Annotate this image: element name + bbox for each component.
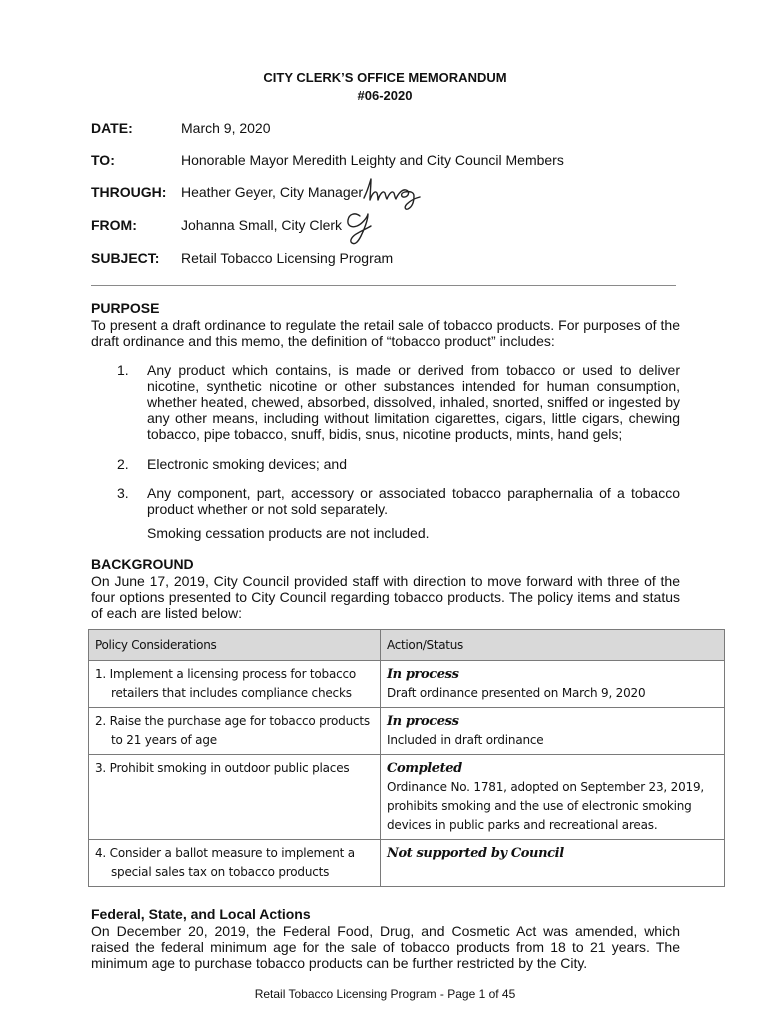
status-column-header: Action/Status bbox=[381, 630, 725, 661]
status-label: In process bbox=[387, 667, 459, 682]
page-footer: Retail Tobacco Licensing Program - Page 1 of 45 bbox=[254, 987, 516, 1001]
header-divider bbox=[91, 285, 676, 286]
item-text: Any product which contains, is made or derived from tobacco or used to deliver nicotine, synthetic nicotine or other substances intended for human consumption, whether heated, chewed, absorbed, dissolved, inhaled, snorted, sniffed or ingested by any other means, including without limitation cigarettes, cigars, little cigars, chewing tobacco, pipe tobacco, snuff, bidis, snus, nicotine products, mints, hand gels; bbox=[147, 362, 680, 442]
policy-text: 2. Raise the purchase age for tobacco products to 21 years of age bbox=[95, 714, 370, 747]
purpose-heading: PURPOSE bbox=[91, 300, 160, 316]
item-number: 1. bbox=[117, 362, 129, 378]
through-value: Heather Geyer, City Manager bbox=[181, 184, 364, 200]
purpose-intro: To present a draft ordinance to regulate the retail sale of tobacco products. For purposes of the draft ordinance and this memo, the definition of “tobacco product” includes: bbox=[91, 317, 680, 349]
status-cell bbox=[381, 755, 725, 840]
status-label: Completed bbox=[387, 761, 462, 776]
to-value: Honorable Mayor Meredith Leighty and City Council Members bbox=[181, 152, 564, 168]
background-text: On June 17, 2019, City Council provided staff with direction to move forward with three of the four options presented to City Council regarding tobacco products. The policy items and status of each are listed below: bbox=[91, 573, 680, 621]
status-cell bbox=[381, 661, 725, 708]
subject-value: Retail Tobacco Licensing Program bbox=[181, 250, 394, 266]
status-label: In process bbox=[387, 714, 459, 729]
policy-cell bbox=[89, 661, 381, 708]
policy-column-header: Policy Considerations bbox=[89, 630, 381, 661]
city-manager-signature bbox=[362, 176, 424, 212]
policy-cell bbox=[89, 708, 381, 755]
status-detail: Ordinance No. 1781, adopted on September 23, 2019, prohibits smoking and the use of electronic smoking devices in public parks and recreational areas. bbox=[387, 780, 704, 832]
policy-cell bbox=[89, 755, 381, 840]
city-clerk-signature bbox=[340, 208, 376, 248]
item-number: 2. bbox=[117, 456, 129, 472]
definition-item-3 bbox=[117, 485, 680, 517]
policy-text: 3. Prohibit smoking in outdoor public places bbox=[95, 761, 350, 775]
federal-text: On December 20, 2019, the Federal Food, Drug, and Cosmetic Act was amended, which raised the federal minimum age for the sale of tobacco products from 18 to 21 years. The minimum age to purchase tobacco products can be further restricted by the City. bbox=[91, 923, 680, 971]
memo-title: CITY CLERK’S OFFICE MEMORANDUM bbox=[263, 70, 507, 85]
through-label: THROUGH: bbox=[91, 184, 167, 200]
policy-table bbox=[88, 629, 725, 887]
item-text: Any component, part, accessory or associated tobacco paraphernalia of a tobacco product whether or not sold separately. bbox=[147, 485, 680, 517]
status-label: Not supported by Council bbox=[387, 846, 564, 861]
status-cell bbox=[381, 840, 725, 887]
memo-number: #06-2020 bbox=[357, 88, 413, 103]
table-row bbox=[89, 755, 725, 840]
from-label: FROM: bbox=[91, 217, 137, 233]
to-label: TO: bbox=[91, 152, 115, 168]
policy-text: 4. Consider a ballot measure to implement a special sales tax on tobacco products bbox=[95, 846, 355, 879]
from-value: Johanna Small, City Clerk bbox=[181, 217, 343, 233]
date-value: March 9, 2020 bbox=[181, 120, 271, 136]
definition-item-2 bbox=[117, 456, 680, 472]
federal-heading: Federal, State, and Local Actions bbox=[91, 906, 311, 922]
background-heading: BACKGROUND bbox=[91, 556, 194, 572]
exclusion-note: Smoking cessation products are not included. bbox=[147, 525, 430, 541]
date-label: DATE: bbox=[91, 120, 133, 136]
table-row bbox=[89, 708, 725, 755]
status-cell bbox=[381, 708, 725, 755]
item-number: 3. bbox=[117, 485, 129, 501]
status-detail: Draft ordinance presented on March 9, 2020 bbox=[387, 686, 646, 700]
definition-item-1 bbox=[117, 362, 680, 442]
policy-text: 1. Implement a licensing process for tobacco retailers that includes compliance checks bbox=[95, 667, 357, 700]
table-header-row bbox=[89, 630, 725, 661]
status-detail: Included in draft ordinance bbox=[387, 733, 544, 747]
item-text: Electronic smoking devices; and bbox=[147, 456, 347, 472]
table-row bbox=[89, 840, 725, 887]
subject-label: SUBJECT: bbox=[91, 250, 160, 266]
policy-cell bbox=[89, 840, 381, 887]
table-row bbox=[89, 661, 725, 708]
